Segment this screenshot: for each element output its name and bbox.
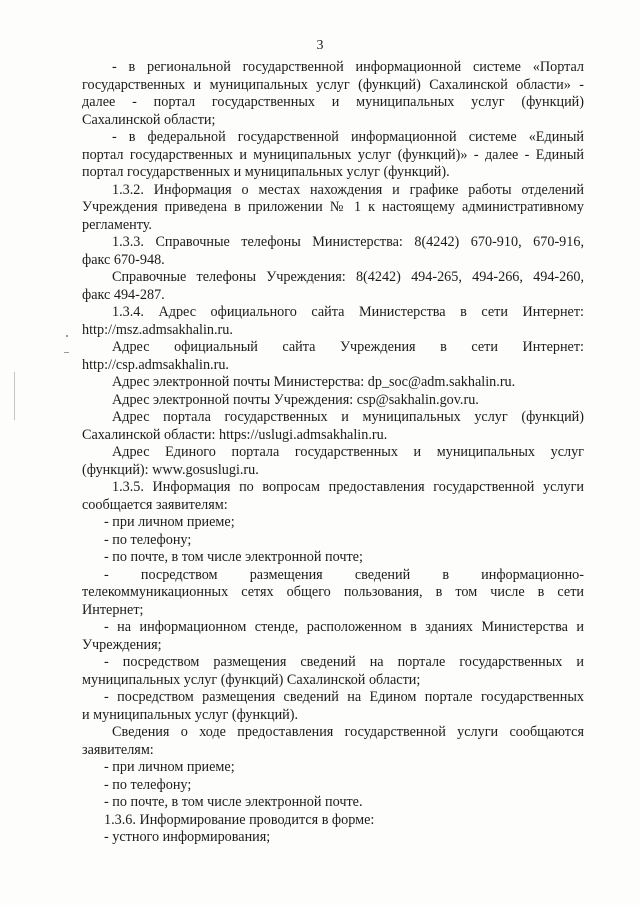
- paragraph: [82, 654, 584, 689]
- text-line: портал государственных и муниципальных услуг (функций).: [82, 164, 450, 180]
- text-line: Учреждения;: [82, 636, 162, 653]
- text-line: факс 670-948.: [82, 251, 165, 268]
- text-line: Учреждения приведена в приложении № 1 к настоящему административному: [82, 199, 584, 215]
- text-line: Сахалинской области: https://uslugi.admsakhalin.ru.: [82, 426, 388, 443]
- paragraph: [82, 409, 584, 444]
- text-line: - посредством размещения сведений на Едином портале государственных: [104, 689, 584, 705]
- text-line: - по телефону;: [104, 776, 192, 793]
- paragraph: [82, 829, 584, 847]
- text-line: сообщается заявителям:: [82, 496, 228, 513]
- text-line: муниципальных услуг (функций) Сахалинской области;: [82, 671, 421, 688]
- text-line: - посредством размещения сведений в информационно-: [104, 566, 584, 583]
- paragraph: [82, 812, 584, 830]
- text-line: Адрес электронной почты Учреждения: csp@sakhalin.gov.ru.: [112, 391, 479, 408]
- text-line: 1.3.5. Информация по вопросам предоставления государственной услуги: [112, 479, 584, 495]
- text-line: портал государственных и муниципальных услуг (функций)» - далее - Единый: [82, 146, 584, 163]
- text-line: далее - портал государственных и муниципальных услуг (функций): [82, 94, 584, 110]
- text-line: Адрес портала государственных и муниципальных услуг (функций): [112, 409, 584, 425]
- paragraph: [82, 444, 584, 479]
- paragraph: [82, 549, 584, 567]
- paragraph: [82, 129, 584, 182]
- paragraph: [82, 182, 584, 235]
- text-line: и муниципальных услуг (функций).: [82, 706, 299, 723]
- paragraph: [82, 777, 584, 795]
- text-line: - при личном приеме;: [104, 759, 235, 775]
- text-line: http://csp.admsakhalin.ru.: [82, 356, 229, 373]
- text-line: - по почте, в том числе электронной почте.: [104, 794, 363, 810]
- text-line: - по телефону;: [104, 531, 192, 548]
- scan-mark-dot: [66, 335, 68, 337]
- text-line: - посредством размещения сведений на портале государственных и: [104, 654, 584, 670]
- paragraph: [82, 234, 584, 269]
- text-line: - в федеральной государственной информационной системе «Единый: [112, 129, 584, 145]
- text-line: - устного информирования;: [104, 829, 271, 845]
- paragraph: [82, 724, 584, 759]
- text-line: Сведения о ходе предоставления государственной услуги сообщаются: [112, 724, 584, 740]
- page-number: 3: [316, 38, 324, 53]
- text-line: Справочные телефоны Учреждения: 8(4242) 494-265, 494-266, 494-260,: [112, 269, 584, 285]
- paragraph: [82, 689, 584, 724]
- scan-mark-dash: [64, 352, 69, 353]
- paragraph: [82, 479, 584, 514]
- paragraph: [82, 59, 584, 129]
- scan-mark-edge: [14, 372, 15, 420]
- paragraph: [82, 269, 584, 304]
- text-line: Адрес электронной почты Министерства: dp_soc@adm.sakhalin.ru.: [112, 374, 516, 390]
- text-line: 1.3.3. Справочные телефоны Министерства: 8(4242) 670-910, 670-916,: [112, 234, 584, 250]
- paragraph: [82, 514, 584, 532]
- text-line: http://msz.admsakhalin.ru.: [82, 321, 233, 338]
- text-line: - при личном приеме;: [104, 514, 235, 530]
- text-line: Адрес Единого портала государственных и муниципальных услуг: [112, 444, 584, 460]
- paragraph: [82, 304, 584, 339]
- text-line: Адрес официальный сайта Учреждения в сети Интернет:: [112, 339, 584, 355]
- paragraph: [82, 619, 584, 654]
- paragraph: [82, 567, 584, 620]
- text-line: факс 494-287.: [82, 286, 165, 303]
- text-line: Интернет;: [82, 601, 144, 618]
- text-line: Сахалинской области;: [82, 111, 216, 128]
- paragraph: [82, 759, 584, 777]
- paragraph: [82, 339, 584, 374]
- text-line: регламенту.: [82, 216, 152, 233]
- text-line: - по почте, в том числе электронной почте;: [104, 549, 363, 565]
- text-line: государственных и муниципальных услуг (функций) Сахалинской области» -: [82, 76, 584, 93]
- text-line: - на информационном стенде, расположенном в зданиях Министерства и: [104, 619, 584, 635]
- paragraph: [82, 532, 584, 550]
- paragraph: [82, 374, 584, 392]
- text-line: 1.3.6. Информирование проводится в форме:: [104, 811, 375, 828]
- paragraph: [82, 794, 584, 812]
- paragraph: [82, 392, 584, 410]
- text-line: - в региональной государственной информационной системе «Портал: [112, 59, 584, 75]
- document-body: [82, 59, 584, 847]
- text-line: (функций): www.gosuslugi.ru.: [82, 461, 259, 478]
- text-line: заявителям:: [82, 741, 154, 758]
- text-line: 1.3.4. Адрес официального сайта Министерства в сети Интернет:: [112, 304, 584, 320]
- text-line: телекоммуникационных сетях общего пользования, в том числе в сети: [82, 584, 584, 600]
- text-line: 1.3.2. Информация о местах нахождения и графике работы отделений: [112, 181, 584, 198]
